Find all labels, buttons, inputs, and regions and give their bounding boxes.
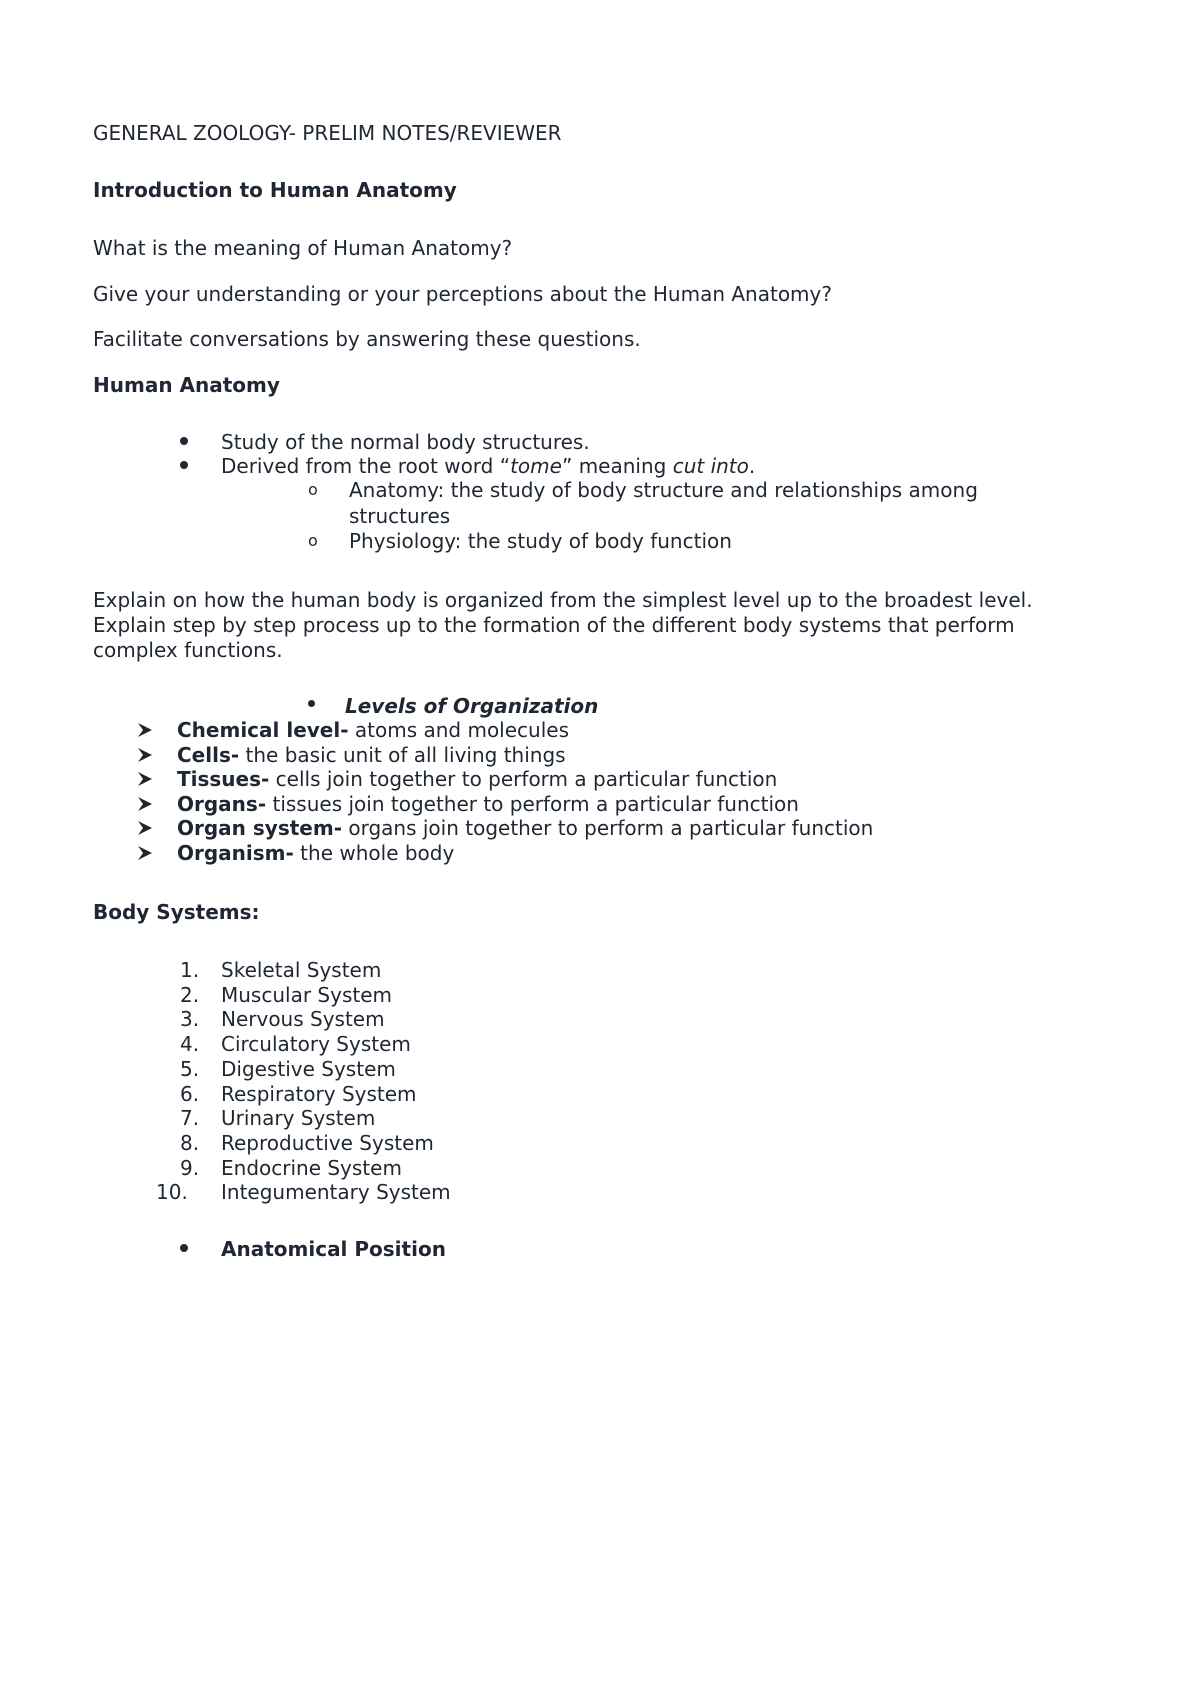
list-number: 9. — [180, 1155, 200, 1180]
level-item — [177, 767, 777, 791]
list-number: 5. — [180, 1056, 200, 1081]
list-item: Respiratory System — [221, 1081, 417, 1106]
list-number: 3. — [180, 1007, 200, 1032]
level-item — [177, 841, 454, 865]
sub-bullet-o-icon: o — [308, 480, 318, 499]
question-1: What is the meaning of Human Anatomy? — [93, 236, 513, 260]
level-term: Tissues- — [177, 767, 270, 792]
bullet-derived — [221, 454, 755, 478]
arrow-bullet-icon — [136, 721, 154, 739]
list-item: Urinary System — [221, 1106, 376, 1131]
bullet-icon — [308, 700, 315, 707]
list-number: 10. — [156, 1180, 188, 1205]
list-number: 8. — [180, 1130, 200, 1155]
list-number: 7. — [180, 1106, 200, 1131]
bullet-icon — [180, 437, 188, 445]
anatomical-position-heading: Anatomical Position — [221, 1237, 446, 1261]
level-description: the whole body — [293, 841, 455, 865]
level-term: Chemical level- — [177, 718, 349, 742]
level-item — [177, 792, 799, 816]
arrow-bullet-icon — [136, 746, 154, 764]
list-number: 1. — [180, 958, 200, 982]
list-item: Circulatory System — [221, 1032, 411, 1057]
list-item: Muscular System — [221, 982, 392, 1007]
list-item: Integumentary System — [221, 1180, 451, 1205]
level-term: Organism- — [177, 841, 294, 865]
level-item — [177, 718, 569, 742]
list-item: Digestive System — [221, 1056, 396, 1081]
document-title: GENERAL ZOOLOGY- PRELIM NOTES/REVIEWER — [93, 121, 562, 145]
level-item — [177, 816, 873, 840]
bullet-study: Study of the normal body structures. — [221, 430, 590, 454]
bullet-icon — [180, 1244, 188, 1252]
bullet-icon — [180, 461, 188, 469]
arrow-bullet-icon — [136, 770, 154, 788]
list-number: 4. — [180, 1032, 200, 1057]
list-number: 6. — [180, 1081, 200, 1106]
level-description: the basic unit of all living things — [239, 742, 566, 767]
level-term: Organs- — [177, 791, 267, 816]
body-systems-heading: Body Systems: — [93, 900, 260, 924]
list-item: Nervous System — [221, 1007, 385, 1032]
intro-heading: Introduction to Human Anatomy — [93, 178, 457, 202]
level-description: atoms and molecules — [348, 718, 569, 742]
sub-physiology: Physiology: the study of body function — [349, 529, 732, 553]
arrow-bullet-icon — [136, 819, 154, 837]
list-item: Endocrine System — [221, 1155, 402, 1180]
arrow-bullet-icon — [136, 795, 154, 813]
level-description: tissues join together to perform a particular function — [266, 791, 799, 816]
explain-line-2: Explain step by step process up to the formation of the different body systems that perform — [93, 613, 1015, 637]
explain-line-3: complex functions. — [93, 638, 283, 662]
question-3: Facilitate conversations by answering these questions. — [93, 327, 641, 351]
level-item — [177, 743, 566, 767]
level-description: cells join together to perform a particular function — [269, 767, 778, 792]
derived-text-end: . — [748, 454, 756, 478]
derived-text-mid: ” meaning — [561, 454, 673, 478]
levels-heading: Levels of Organization — [345, 694, 599, 718]
explain-line-1: Explain on how the human body is organized from the simplest level up to the broadest level. — [93, 588, 1033, 612]
root-word: tome — [510, 454, 562, 478]
level-description: organs join together to perform a particular function — [342, 816, 874, 841]
level-term: Organ system- — [177, 816, 342, 841]
derived-text-start: Derived from the root word “ — [221, 454, 511, 478]
human-anatomy-heading: Human Anatomy — [93, 373, 280, 397]
sub-bullet-o-icon: o — [308, 531, 318, 550]
level-term: Cells- — [177, 742, 240, 767]
question-2: Give your understanding or your perceptions about the Human Anatomy? — [93, 282, 832, 306]
meaning-word: cut into — [672, 454, 749, 478]
list-item: Reproductive System — [221, 1130, 434, 1155]
list-number: 2. — [180, 982, 200, 1007]
arrow-bullet-icon — [136, 844, 154, 862]
sub-anatomy-line-1: Anatomy: the study of body structure and relationships among — [349, 478, 978, 502]
sub-anatomy-line-2: structures — [349, 504, 451, 528]
list-item: Skeletal System — [221, 958, 382, 982]
